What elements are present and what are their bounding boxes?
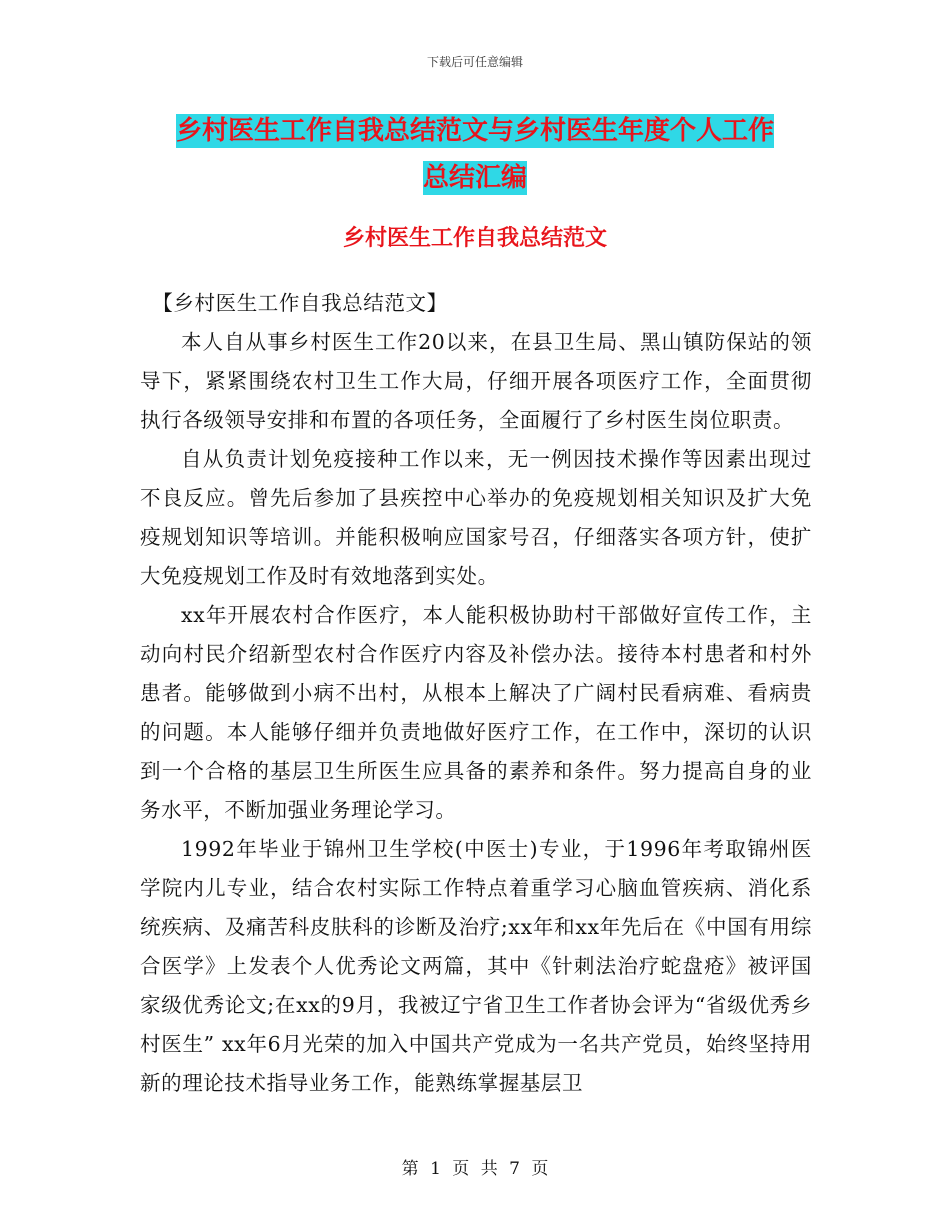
- document-title: [150, 108, 800, 202]
- section-heading: 乡村医生工作自我总结范文: [342, 226, 607, 251]
- paragraph-3: xx年开展农村合作医疗，本人能积极协助村干部做好宣传工作，主动向村民介绍新型农村合作医疗内容及补偿办法。接待本村患者和村外患者。能够做到小病不出村，从根本上解决了广阔村民看病难、看病贵的问题。本人能够仔细并负责地做好医疗工作，在工作中，深切的认识到一个合格的基层卫生所医生应具备的素养和条件。努力提高自身的业务水平，不断加强业务理论学习。: [140, 603, 812, 822]
- paragraph-1: 本人自从事乡村医生工作20以来，在县卫生局、黑山镇防保站的领导下，紧紧围绕农村卫生工作大局，仔细开展各项医疗工作，全面贯彻执行各级领导安排和布置的各项任务，全面履行了乡村医生岗位职责。: [140, 330, 812, 432]
- page-footer: 第 1 页 共 7 页: [401, 1159, 549, 1179]
- paragraph-2: 自从负责计划免疫接种工作以来，无一例因技术操作等因素出现过不良反应。曾先后参加了县疾控中心举办的免疫规划相关知识及扩大免疫规划知识等培训。并能积极响应国家号召，仔细落实各项方针，使扩大免疫规划工作及时有效地落到实处。: [140, 447, 812, 588]
- title-line-2: 总结汇编: [422, 163, 527, 193]
- paragraph-4: 1992年毕业于锦州卫生学校(中医士)专业，于1996年考取锦州医学院内儿专业，结合农村实际工作特点着重学习心脑血管疾病、消化系统疾病、及痛苦科皮肤科的诊断及治疗;xx年和xx年先后在《中国有用综合医学》上发表个人优秀论文两篇，其中《针刺法治疗蛇盘疮》被评国家级优秀论文;在xx的9月，我被辽宁省卫生工作者协会评为“省级优秀乡村医生” xx年6月光荣的加入中国共产党成为一名共产党员，始终坚持用新的理论技术指导业务工作，能熟练掌握基层卫: [140, 837, 812, 1095]
- title-line-1: 乡村医生工作自我总结范文与乡村医生年度个人工作: [175, 116, 774, 146]
- section-subheading: 【乡村医生工作自我总结范文】: [152, 291, 448, 315]
- header-note: 下载后可任意编辑: [426, 55, 523, 69]
- document-body: [140, 284, 812, 1103]
